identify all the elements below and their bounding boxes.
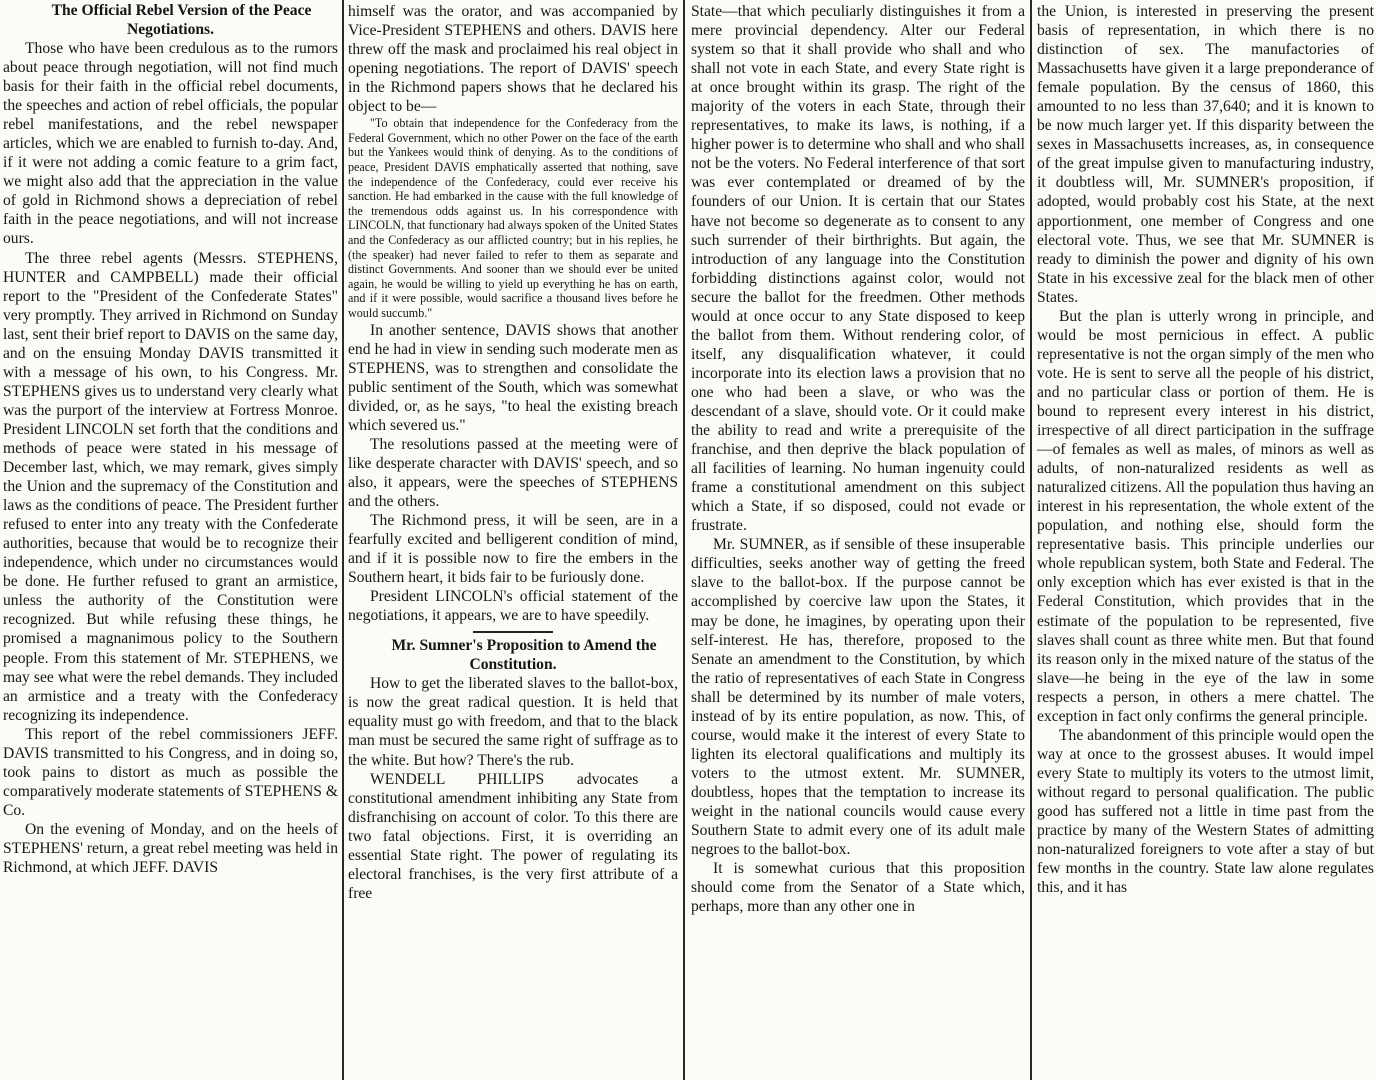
paragraph: It is somewhat curious that this proposition should come from the Senator of a State which, perhaps, more than any other one in xyxy=(691,860,1025,916)
paragraph: The three rebel agents (Messrs. STEPHENS, HUNTER and CAMPBELL) made their official report to the "President of the Confederate States" very promptly. They arrived in Richmond on Sunday last, sent their brief report to DAVIS on the same day, and on the ensuing Monday DAVIS transmitted it with a message of his own, to his Congress. Mr. STEPHENS gives us to understand very clearly what was the purport of the interview at Fortress Monroe. President LINCOLN set forth that the conditions and methods of peace were stated in his message of December last, which, we may remark, gives simply the Union and the supremacy of the Constitution and laws as the conditions of peace. The President further refused to enter into any treaty with the Confederate authorities, because that would be to recognize their independence, which under no circumstances would be done. He further refused to grant an armistice, unless the authority of the Constitution were recognized. But while refusing these things, he promised a magnanimous policy to the Southern people. From this statement of Mr. STEPHENS, we may see what were the rebel demands. They included an armistice and a treaty with the Confederacy recognizing its independence. xyxy=(3,249,338,724)
paragraph: How to get the liberated slaves to the ballot-box, is now the great radical question. It is held that equality must go with freedom, and that to the black man must be secured the same right of suffrage as to the white. But how? There's the rub. xyxy=(348,675,678,769)
paragraph: the Union, is interested in preserving the present basis of representation, in which there is no distinction of sex. The manufactories of Massachusetts have given it a large preponderance of female population. By the census of 1860, this amounted to no less than 37,640; and it is known to be now much larger yet. If this disparity between the sexes in Massachusetts increases, as, in consequence of the great impulse given to manufacturing industry, it doubtless will, Mr. SUMNER's proposition, if adopted, would probably cost his State, at the next apportionment, one member of Congress and one electoral vote. Thus, we see that Mr. SUMNER is ready to diminish the power and dignity of his own State in his excessive zeal for the black men of other States. xyxy=(1037,3,1374,306)
paragraph: Mr. SUMNER, as if sensible of these insuperable difficulties, seeks another way of getting the freed slave to the ballot-box. If the purpose cannot be accomplished by coercive law upon the States, it may be done, he imagines, by operating upon their self-interest. He has, therefore, proposed to the Senate an amendment to the Constitution, by which the ratio of representatives of each State in Congress shall be determined by its number of male voters, instead of by its entire population, as now. This, of course, would make it the interest of every State to lighten its electoral qualifications and multiply its voters to the utmost extent. Mr. SUMNER, doubtless, hopes that the temptation to increase its weight in the national councils would cause every Southern State to admit every one of its adult male negroes to the ballot-box. xyxy=(691,536,1025,859)
paragraph: The abandonment of this principle would open the way at once to the grossest abuses. It would impel every State to multiply its voters to the utmost limit, without regard to personal qualification. The public good has suffered not a little in time past from the practice by many of the Western States of admitting non-naturalized foreigners to vote after a stay of but few months in the country. State law alone regulates this, and it has xyxy=(1037,726,1374,897)
paragraph: On the evening of Monday, and on the heels of STEPHENS' return, a great rebel meeting was held in Richmond, at which JEFF. DAVIS xyxy=(3,820,338,877)
paragraph: In another sentence, DAVIS shows that another end he had in view in sending such moderate men as STEPHENS, was to strengthen and consolidate the public sentiment of the South, which was somewhat divided, or, as he says, "to heal the existing breach which severed us." xyxy=(348,321,678,434)
column-rule xyxy=(683,0,685,1080)
paragraph: President LINCOLN's official statement of the negotiations, it appears, we are to have speedily. xyxy=(348,588,678,625)
column-3 xyxy=(688,0,1028,1080)
column-rule xyxy=(1030,0,1032,1080)
quoted-speech: "To obtain that independence for the Confederacy from the Federal Government, which no other Power on the face of the earth but the Yankees would think of denying. As to the conditions of peace, President DAVIS emphatically asserted that nothing, save the independence of the Confederacy, could ever receive his sanction. He had embarked in the cause with the full knowledge of the tremendous odds against us. In his correspondence with LINCOLN, that functionary had always spoken of the United States and the Confederacy as our afflicted country; but in his replies, he (the speaker) had never failed to refer to them as separate and distinct Governments. And sooner than we should ever be united again, he would be willing to yield up everything he has on earth, and if it were possible, would sacrifice a thousand lives before he would succumb." xyxy=(348,116,678,320)
paragraph: State—that which peculiarly distinguishes it from a mere provincial dependency. Alter our Federal system so that it shall provide who shall and who shall not vote in each State, and every State right is at once brought within its grasp. The right of the majority of the voters in each State, through their representatives, to make its laws, is nothing, if a higher power is to determine who shall and who shall not be the voters. No Federal interference of that sort was ever contemplated or dreamed of by the founders of our Union. It is certain that our States have not become so degenerate as to consent to any such surrender of their birthrights. But again, the introduction of any language into the Constitution forbidding distinctions against color, would not secure the ballot for the freedmen. Other methods would at once occur to any State disposed to keep the ballot from them. Without rendering color, of itself, any disqualification whatever, it could incorporate into its election laws a provision that no one who had been a slave, or who was the descendant of a slave, should vote. Or it could make the ability to read and write a prerequisite of the franchise, and then deprive the black population of all facilities of learning. No human ingenuity could frame a constitutional amendment on this subject which a State, if so disposed, could not evade or frustrate. xyxy=(691,3,1025,535)
paragraph: But the plan is utterly wrong in principle, and would be most pernicious in effect. A public representative is not the organ simply of the men who vote. He is sent to serve all the people of his district, and no particular class or portion of them. He is bound to represent every interest in his district, irrespective of all direct participation in the suffrage—of females as well as males, of minors as well as adults, of non-naturalized residents as well as naturalized citizens. All the population thus having an interest in his representation, the whole extent of the population, and nothing else, should form the representative basis. This principle underlies our whole republican system, both State and Federal. The only exception which has ever existed is that in the Federal Constitution, which provides that in the estimate of the population to be represented, five slaves shall count as three white men. But that found its reason only in the mixed nature of the status of the slave—he being in the eye of the law in some respects a person, in others a mere chattel. The exception in fact only confirms the general principle. xyxy=(1037,307,1374,725)
paragraph: WENDELL PHILLIPS advocates a constitutional amendment inhibiting any State from disfranchising on account of color. To this there are two fatal objections. First, it is overriding an essential State right. The power of regulating its electoral franchises, is the very first attribute of a free xyxy=(348,770,678,902)
paragraph: himself was the orator, and was accompanied by Vice-President STEPHENS and others. DAVIS here threw off the mask and proclaimed his real object in opening negotiations. The report of DAVIS' speech in the Richmond papers shows that he declared his object to be— xyxy=(348,3,678,116)
paragraph: The resolutions passed at the meeting were of like desperate character with DAVIS' speech, and so also, it appears, were the speeches of STEPHENS and the others. xyxy=(348,435,678,511)
column-2 xyxy=(345,0,681,1080)
article-separator xyxy=(473,631,553,633)
column-rule xyxy=(342,0,344,1080)
paragraph: This report of the rebel commissioners JEFF. DAVIS transmitted to his Congress, and in doing so, took pains to distort as much as possible the comparatively moderate statements of STEPHENS & Co. xyxy=(3,725,338,819)
paragraph: Those who have been credulous as to the rumors about peace through negotiation, will not find much basis for their faith in the official rebel documents, the speeches and action of rebel officials, the popular rebel manifestations, and the rebel newspaper articles, which we are enabled to furnish to-day. And, if it were not adding a comic feature to a grim fact, we might also add that the appreciation in the value of gold in Richmond shows a depreciation of rebel faith in the peace negotiations, and will not increase ours. xyxy=(3,40,338,248)
article-heading-peace-negotiations: The Official Rebel Version of the Peace Negotiations. xyxy=(51,2,312,38)
column-4 xyxy=(1034,0,1377,1080)
column-1 xyxy=(0,0,341,1080)
article-heading-sumner-proposition: Mr. Sumner's Proposition to Amend the Constitution. xyxy=(391,637,657,673)
paragraph: The Richmond press, it will be seen, are in a fearfully excited and belligerent condition of mind, and if it is possible now to fire the embers in the Southern heart, it bids fair to be furiously done. xyxy=(348,512,678,587)
